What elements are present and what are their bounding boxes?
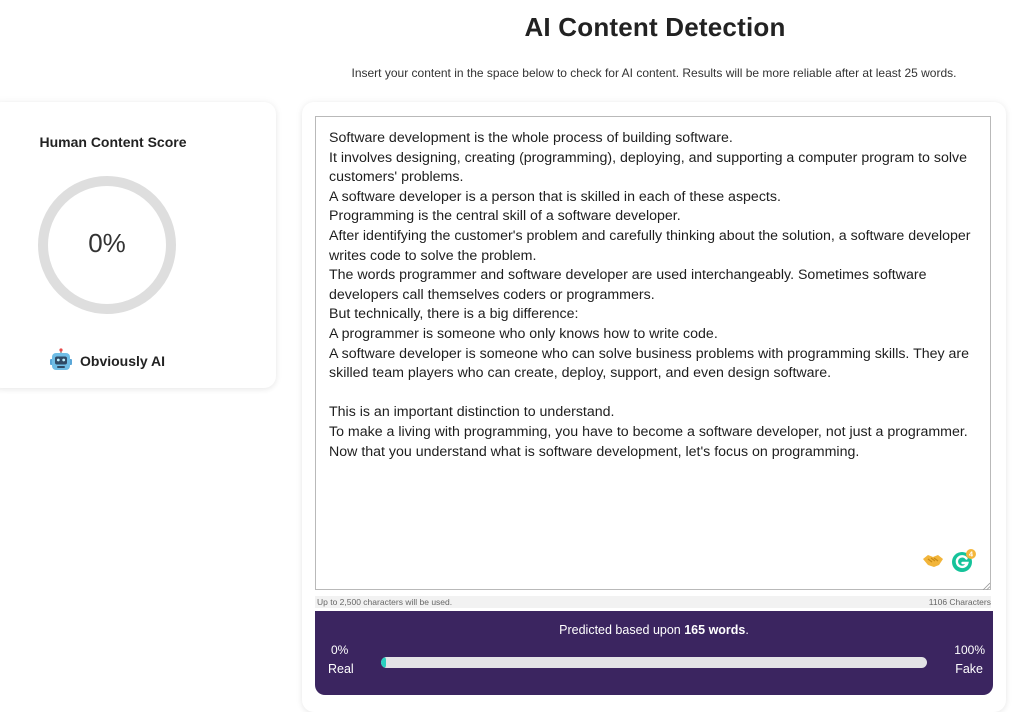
content-line: It involves designing, creating (programming), deploying, and supporting a computer program to solve customers' problems. [329,149,967,186]
prediction-bar [381,657,927,668]
prediction-word-count: 165 words [684,623,746,637]
real-label: Real [328,662,354,676]
character-count: 1106 Characters [928,597,991,607]
content-line: Software development is the whole process of building software. [329,130,733,146]
content-line: A software developer is a person that is skilled in each of these aspects. [329,188,781,205]
result-panel [315,611,993,695]
content-textarea[interactable] [315,116,991,590]
verdict-text: Obviously AI [80,353,166,369]
content-line: Now that you understand what is software development, let's focus on programming. [329,443,860,460]
content-line: A software developer is someone who can solve business problems with programming skills. They are skilled team players who can create, deploy, support, and even design software. [329,345,970,382]
prediction-prefix: Predicted based upon [559,623,685,637]
content-line: After identifying the customer's problem and carefully thinking about the solution, a software developer writes code to solve the problem. [329,227,971,264]
content-line: Programming is the central skill of a software developer. [329,208,681,225]
grammarly-badge: 4 [968,549,974,559]
robot-icon [48,348,74,374]
grammarly-icon[interactable] [951,548,977,574]
character-limit-hint: Up to 2,500 characters will be used. [317,597,453,607]
handshake-icon[interactable] [922,550,944,570]
editor-hint-row [315,596,991,608]
real-percentage: 0% [331,643,349,657]
content-line [329,384,978,404]
prediction-suffix: . [745,623,749,637]
content-line: The words programmer and software developer are used interchangeably. Sometimes software developers call themselves coders or programmers. [329,267,927,303]
content-line: To make a living with programming, you have to become a software developer, not just a programmer. [329,423,968,440]
verdict [48,348,165,374]
content-line: This is an important distinction to understand. [329,404,615,421]
content-text [329,129,978,462]
score-heading: Human Content Score [39,134,187,150]
prediction-summary [315,623,993,637]
fake-percentage: 100% [954,643,985,657]
page-subtitle: Insert your content in the space below to check for AI content. Results will be more reliable after at least 25 words. [351,66,957,80]
content-line: But technically, there is a big difference: [329,306,579,323]
content-line: A programmer is someone who only knows how to write code. [329,325,718,342]
resize-grip-icon[interactable] [982,582,990,590]
prediction-bar-fill [381,657,386,668]
page-title: AI Content Detection [524,12,786,42]
score-value: 0% [88,228,126,258]
fake-label: Fake [955,662,983,676]
